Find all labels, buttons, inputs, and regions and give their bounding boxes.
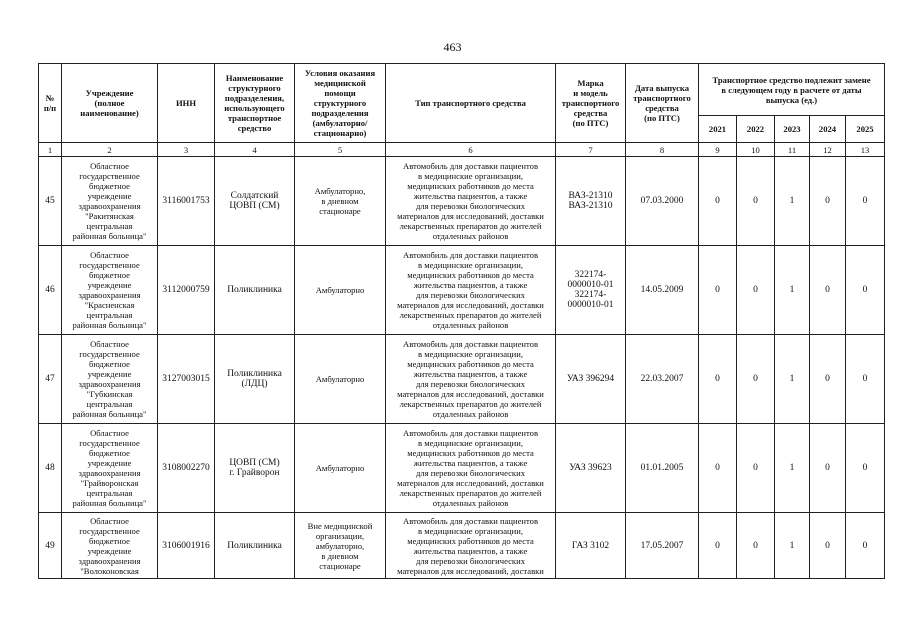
- replace-2022: 0: [737, 424, 775, 513]
- column-number: 9: [699, 143, 737, 157]
- header-num: № п/п: [39, 64, 62, 143]
- column-number: 10: [737, 143, 775, 157]
- header-institution: Учреждение (полное наименование): [62, 64, 158, 143]
- replace-2025: 0: [846, 424, 885, 513]
- replace-2023: 1: [775, 513, 810, 579]
- header-year-2024: 2024: [810, 116, 846, 143]
- vehicle-type: [386, 335, 556, 424]
- header-year-2021: 2021: [699, 116, 737, 143]
- column-number-row: [39, 143, 885, 157]
- vehicle-brand: 322174- 0000010-01 322174- 0000010-01: [556, 246, 626, 335]
- vehicle-type-text: Автомобиль для доставки пациентов в медицинские организации, медицинских работников до места жительства пациентов, а также для перевозки биологических материалов для исследований, доставки лекарственных препаратов до жителей отдаленных районов: [397, 428, 544, 508]
- replace-2022: 0: [737, 513, 775, 579]
- row-number: 47: [39, 335, 62, 424]
- table-row: [39, 513, 885, 579]
- vehicle-type-text: Автомобиль для доставки пациентов в медицинские организации, медицинских работников до места жительства пациентов, а также для перевозки биологических материалов для исследований, доставки лекарственных препаратов до жителей отдаленных районов: [397, 250, 544, 330]
- institution-name: [62, 335, 158, 424]
- table-header: [39, 64, 885, 157]
- header-brand: Марка и модель транспортного средства (по ПТС): [556, 64, 626, 143]
- replace-2023: 1: [775, 424, 810, 513]
- care-conditions: Амбулаторно: [295, 246, 386, 335]
- column-number: 5: [295, 143, 386, 157]
- unit-name: Солдатский ЦОВП (СМ): [215, 157, 295, 246]
- institution-name: [62, 246, 158, 335]
- column-number: 13: [846, 143, 885, 157]
- replace-2023: 1: [775, 335, 810, 424]
- header-inn: ИНН: [158, 64, 215, 143]
- care-conditions: Вне медицинской организации, амбулаторно, в дневном стационаре: [295, 513, 386, 579]
- unit-name: Поликлиника (ЛДЦ): [215, 335, 295, 424]
- table-row: [39, 246, 885, 335]
- institution-name-text: Областное государственное бюджетное учреждение здравоохранения "Ракитянская центральная районная больница": [72, 161, 147, 241]
- header-replacement: Транспортное средство подлежит замене в следующем году в расчете от даты выпуска (ед.): [699, 64, 885, 116]
- column-number: 4: [215, 143, 295, 157]
- row-number: 45: [39, 157, 62, 246]
- vehicle-brand: УАЗ 39623: [556, 424, 626, 513]
- vehicle-type: [386, 157, 556, 246]
- vehicle-brand: ГАЗ 3102: [556, 513, 626, 579]
- column-number: 7: [556, 143, 626, 157]
- row-number: 48: [39, 424, 62, 513]
- inn-value: 3106001916: [158, 513, 215, 579]
- replace-2022: 0: [737, 246, 775, 335]
- vehicle-type: [386, 424, 556, 513]
- column-number: 2: [62, 143, 158, 157]
- replace-2022: 0: [737, 335, 775, 424]
- unit-name: ЦОВП (СМ) г. Грайворон: [215, 424, 295, 513]
- replace-2024: 0: [810, 424, 846, 513]
- institution-name: [62, 513, 158, 579]
- institution-name-text: Областное государственное бюджетное учреждение здравоохранения "Волоконовская: [78, 515, 141, 576]
- vehicle-type-text: Автомобиль для доставки пациентов в медицинские организации, медицинских работников до места жительства пациентов, а также для перевозки биологических материалов для исследований, доставки лекарственных препаратов до жителей отдаленных районов: [397, 161, 544, 241]
- replace-2021: 0: [699, 246, 737, 335]
- vehicle-table: [38, 63, 885, 579]
- replace-2021: 0: [699, 157, 737, 246]
- inn-value: 3108002270: [158, 424, 215, 513]
- release-date: 22.03.2007: [626, 335, 699, 424]
- header-release-date: Дата выпуска транспортного средства (по ПТС): [626, 64, 699, 143]
- care-conditions: Амбулаторно: [295, 424, 386, 513]
- row-number: 46: [39, 246, 62, 335]
- column-number: 12: [810, 143, 846, 157]
- table-row: [39, 157, 885, 246]
- release-date: 01.01.2005: [626, 424, 699, 513]
- replace-2025: 0: [846, 513, 885, 579]
- replace-2024: 0: [810, 513, 846, 579]
- institution-name: [62, 157, 158, 246]
- replace-2025: 0: [846, 157, 885, 246]
- vehicle-type: [386, 246, 556, 335]
- replace-2023: 1: [775, 246, 810, 335]
- header-unit-name: Наименование структурного подразделения, использующего транспортное средство: [215, 64, 295, 143]
- table-body: [39, 157, 885, 579]
- inn-value: 3112000759: [158, 246, 215, 335]
- table-row: [39, 335, 885, 424]
- replace-2023: 1: [775, 157, 810, 246]
- replace-2025: 0: [846, 246, 885, 335]
- care-conditions: Амбулаторно: [295, 335, 386, 424]
- release-date: 07.03.2000: [626, 157, 699, 246]
- header-year-2025: 2025: [846, 116, 885, 143]
- vehicle-type-text: Автомобиль для доставки пациентов в медицинские организации, медицинских работников до места жительства пациентов, а также для перевозки биологических материалов для исследований, доставки: [397, 515, 544, 576]
- column-number: 1: [39, 143, 62, 157]
- inn-value: 3116001753: [158, 157, 215, 246]
- inn-value: 3127003015: [158, 335, 215, 424]
- vehicle-type: [386, 513, 556, 579]
- header-year-2023: 2023: [775, 116, 810, 143]
- replace-2024: 0: [810, 335, 846, 424]
- header-year-2022: 2022: [737, 116, 775, 143]
- replace-2021: 0: [699, 335, 737, 424]
- vehicle-type-text: Автомобиль для доставки пациентов в медицинские организации, медицинских работников до места жительства пациентов, а также для перевозки биологических материалов для исследований, доставки лекарственных препаратов до жителей отдаленных районов: [397, 339, 544, 419]
- institution-name-text: Областное государственное бюджетное учреждение здравоохранения "Губкинская центральная районная больница": [72, 339, 147, 419]
- vehicle-brand: УАЗ 396294: [556, 335, 626, 424]
- row-number: 49: [39, 513, 62, 579]
- institution-name: [62, 424, 158, 513]
- institution-name-text: Областное государственное бюджетное учреждение здравоохранения "Красненская центральная районная больница": [72, 250, 147, 330]
- replace-2025: 0: [846, 335, 885, 424]
- care-conditions: Амбулаторно, в дневном стационаре: [295, 157, 386, 246]
- header-conditions: Условия оказания медицинской помощи структурного подразделения (амбулаторно/ стационарно): [295, 64, 386, 143]
- header-vehicle-type: Тип транспортного средства: [386, 64, 556, 143]
- release-date: 14.05.2009: [626, 246, 699, 335]
- replace-2024: 0: [810, 246, 846, 335]
- replace-2022: 0: [737, 157, 775, 246]
- column-number: 6: [386, 143, 556, 157]
- column-number: 8: [626, 143, 699, 157]
- release-date: 17.05.2007: [626, 513, 699, 579]
- column-number: 11: [775, 143, 810, 157]
- institution-name-text: Областное государственное бюджетное учреждение здравоохранения "Грайворонская центральная районная больница": [72, 428, 147, 508]
- unit-name: Поликлиника: [215, 513, 295, 579]
- vehicle-brand: ВАЗ-21310 ВАЗ-21310: [556, 157, 626, 246]
- replace-2024: 0: [810, 157, 846, 246]
- column-number: 3: [158, 143, 215, 157]
- table-row: [39, 424, 885, 513]
- replace-2021: 0: [699, 424, 737, 513]
- replace-2021: 0: [699, 513, 737, 579]
- unit-name: Поликлиника: [215, 246, 295, 335]
- page-number: 463: [443, 40, 462, 54]
